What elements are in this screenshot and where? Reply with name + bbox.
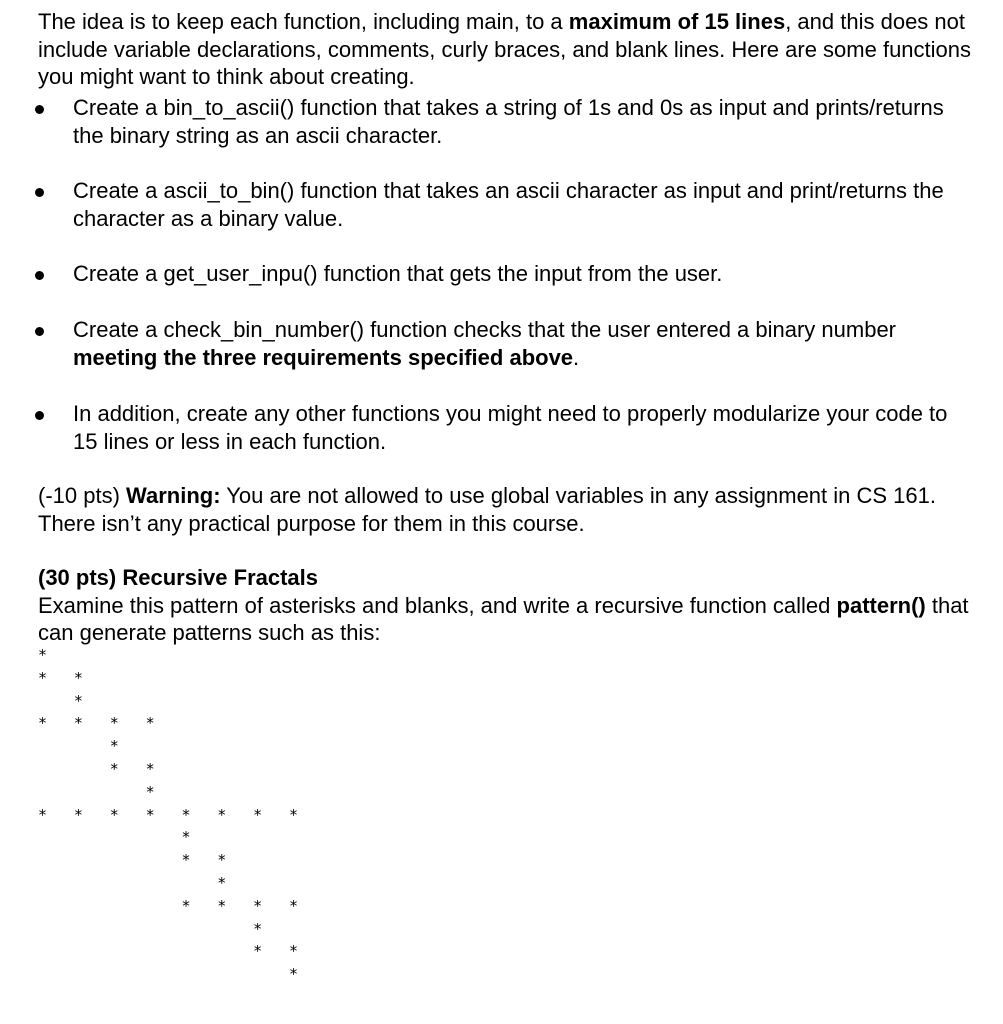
bullet-text-main: In addition, create any other functions you might need to properly modularize your code to 15 lines or less in each function. [73, 401, 948, 454]
pattern-row: * [38, 874, 236, 892]
bullet-text-main: Create a get_user_inpu() function that gets the input from the user. [73, 261, 723, 286]
fractals-description [38, 592, 983, 647]
bullet-text [73, 260, 973, 288]
pattern-row: * * * * [38, 896, 307, 915]
pattern-row: * * [38, 851, 236, 870]
warning-text: You are not allowed to use global variables in any assignment in CS 161. There isn’t any practical purpose for them in this course. [38, 483, 936, 536]
pattern-row: * * * * * * * * [38, 805, 307, 824]
pattern-row: * [38, 919, 272, 938]
pattern-row: * [38, 965, 307, 984]
pattern-row: * [38, 782, 164, 801]
warning-label: Warning: [126, 483, 221, 508]
intro-text-1: The idea is to keep each function, including main, to a [38, 9, 569, 34]
bullet-dot-icon [35, 105, 44, 114]
warning-paragraph [38, 482, 983, 537]
bullet-text-main: Create a bin_to_ascii() function that takes a string of 1s and 0s as input and prints/returns the binary string as an ascii character. [73, 95, 944, 148]
bullet-text-main: Create a ascii_to_bin() function that takes an ascii character as input and print/returns the character as a binary value. [73, 178, 944, 231]
bullet-dot-icon [35, 327, 44, 336]
fractals-text-2: that can generate patterns such as this: [38, 592, 969, 645]
bullet-dot-icon [35, 411, 44, 420]
pattern-row: * * [38, 942, 307, 961]
bullet-text [73, 316, 973, 371]
pattern-row: * * * * [38, 714, 164, 733]
fractals-function-name: pattern() [836, 592, 926, 618]
fractals-heading [38, 564, 983, 592]
pattern-row: * [38, 828, 200, 847]
bullet-dot-icon [35, 271, 44, 280]
fractals-section [38, 564, 983, 647]
intro-text-2: , and this does not include variable declarations, comments, curly braces, and blank lines. Here are some functions you might want to think about creating. [38, 9, 972, 89]
pattern-row: * * [38, 760, 164, 778]
fractals-heading-text: (30 pts) Recursive Fractals [38, 565, 319, 590]
bullet-text [73, 94, 973, 149]
bullet-text-tail: . [573, 344, 580, 370]
warning-points: (-10 pts) [38, 483, 127, 508]
intro-paragraph [38, 8, 983, 91]
bullet-dot-icon [35, 188, 44, 197]
intro-bold-limit: maximum of 15 lines [568, 9, 786, 34]
bullet-text [73, 177, 973, 232]
bullet-text-main: Create a check_bin_number() function checks that the user entered a binary number [73, 317, 897, 342]
pattern-row: * * [38, 668, 92, 687]
fractals-text-1: Examine this pattern of asterisks and blanks, and write a recursive function called [38, 592, 837, 618]
bullet-text [73, 400, 973, 455]
bullet-text-bold: meeting the three requirements specified above [73, 344, 574, 370]
pattern-row: * [38, 691, 92, 710]
pattern-row: * [38, 737, 128, 756]
pattern-row: * [38, 646, 56, 664]
